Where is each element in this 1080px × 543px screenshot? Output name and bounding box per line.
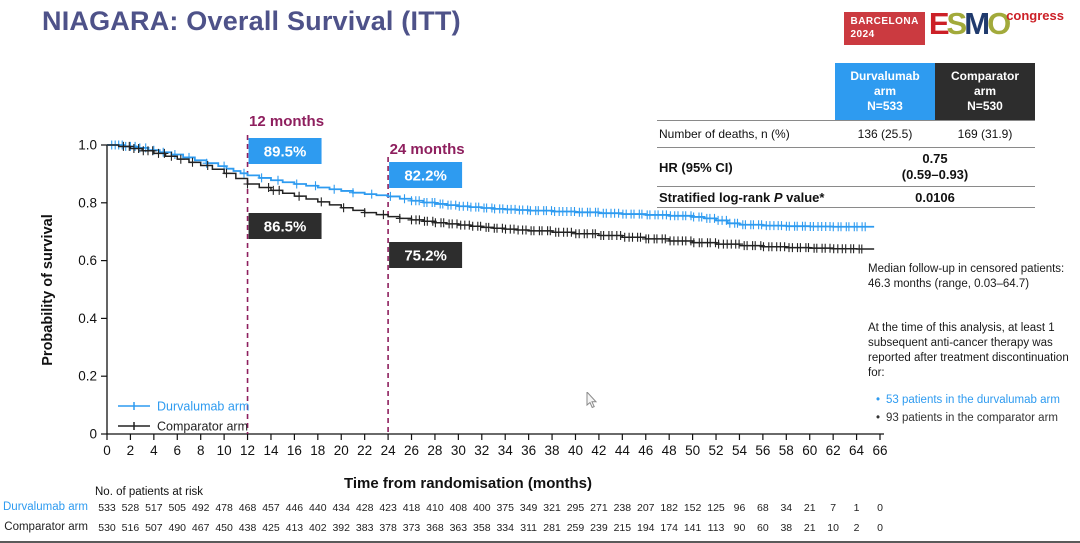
at-risk-value: 281 [543,522,561,534]
x-tick-label: 60 [802,443,818,458]
at-risk-value: 152 [683,502,702,514]
at-risk-value: 194 [636,522,655,534]
at-risk-value: 349 [519,502,538,514]
x-tick-label: 52 [708,443,724,458]
venue-city: BARCELONA [850,16,919,27]
x-tick-label: 58 [778,443,794,458]
x-tick-label: 24 [380,443,396,458]
deaths-comparator-value: 169 (31.9) [957,127,1013,141]
venue-year: 2024 [850,28,875,40]
pvalue-label-italic-p: P [773,189,783,205]
at-risk-value: 0 [877,522,883,534]
x-tick-label: 0 [103,443,111,458]
legend-marker [118,422,150,430]
y-tick-label: 0 [89,426,97,442]
at-risk-value: 517 [145,502,163,514]
pvalue-value: 0.0106 [915,190,955,205]
congress-label: congress [1006,8,1064,23]
at-risk-value: 21 [803,522,816,534]
y-tick-label: 1.0 [78,137,97,153]
notes-panel [868,262,1076,429]
hdr-durva-l3: N=533 [867,99,903,113]
row-hr [657,147,1035,186]
at-risk-value: 174 [660,522,678,534]
at-risk-value: 413 [285,522,304,534]
esmo-congress-logo [844,8,1064,45]
at-risk-value: 259 [566,522,585,534]
at-risk-value: 321 [543,502,561,514]
at-risk-value: 492 [191,502,210,514]
at-risk-value: 392 [332,522,350,534]
y-axis-title: Probability of survival [40,214,56,366]
at-risk-value: 239 [590,522,608,534]
bullet-dot-icon: • [876,412,881,425]
at-risk-value: 505 [168,502,187,514]
at-risk-value: 425 [262,522,280,534]
at-risk-value: 383 [355,522,374,534]
milestone-label: 24 months [389,141,465,158]
at-risk-value: 478 [215,502,233,514]
esmo-letter: S [946,6,965,41]
x-tick-label: 36 [521,443,537,458]
at-risk-value: 363 [449,522,468,534]
x-tick-label: 56 [755,443,771,458]
at-risk-value: 423 [379,502,397,514]
hdr-comp-l1: Comparator [950,69,1019,83]
hr-value-line2: (0.59–0.93) [901,167,969,183]
at-risk-value: 400 [473,502,491,514]
milestone-value: 75.2% [404,247,447,265]
at-risk-value: 68 [757,502,769,514]
at-risk-value: 1 [853,502,860,514]
at-risk-value: 7 [830,502,837,514]
at-risk-value: 408 [449,502,468,514]
median-followup-note: Median follow-up in censored patients: 46.3 months (range, 0.03–64.7) [868,263,1065,290]
legend-label: Comparator arm [157,419,248,434]
bullet-text: 53 patients in the durvalumab arm [886,394,1060,407]
hdr-durva-l2: arm [873,84,896,98]
at-risk-value: 0 [877,502,883,514]
x-tick-label: 8 [196,443,205,458]
milestone-value: 89.5% [263,143,307,161]
at-risk-value: 450 [215,522,233,534]
at-risk-value: 125 [707,502,725,514]
column-header-durvalumab [835,63,935,120]
milestone-label: 12 months [249,113,325,130]
at-risk-value: 215 [613,522,632,534]
at-risk-value: 90 [733,522,746,534]
hr-value [835,151,1035,184]
x-tick-label: 38 [544,443,560,458]
at-risk-value: 468 [238,502,257,514]
at-risk-value: 533 [98,502,116,514]
hdr-durva-l1: Durvalumab [850,69,920,83]
at-risk-value: 96 [733,502,746,514]
deaths-durvalumab-value: 136 (25.5) [857,127,913,141]
y-tick-label: 0.8 [78,195,97,211]
hr-value-line1: 0.75 [922,151,948,166]
row-deaths-label: Number of deaths, n (%) [659,127,790,141]
milestone-value: 86.5% [263,218,307,236]
x-tick-label: 42 [591,443,607,458]
at-risk-value: 238 [613,502,632,514]
subsequent-therapy-note: At the time of this analysis, at least 1 subsequent anti-cancer therapy was reported after treatment discontinuation for: [868,322,1069,379]
x-axis-title: Time from randomisation (months) [343,475,593,492]
at-risk-row-label: Comparator arm [4,521,88,533]
at-risk-value: 295 [566,502,585,514]
at-risk-value: 438 [238,522,257,534]
x-tick-label: 46 [638,443,654,458]
at-risk-value: 34 [780,502,793,514]
x-tick-label: 32 [474,443,490,458]
x-tick-label: 20 [333,443,349,458]
at-risk-value: 334 [496,522,514,534]
x-tick-label: 10 [216,443,232,458]
x-tick-label: 28 [427,443,443,458]
row-deaths [657,120,1035,147]
at-risk-value: 141 [683,522,702,534]
at-risk-value: 38 [780,522,793,534]
at-risk-value: 507 [145,522,163,534]
at-risk-value: 467 [191,522,210,534]
at-risk-value: 375 [496,502,514,514]
bullet-item [876,411,1076,426]
at-risk-value: 528 [121,502,140,514]
at-risk-value: 434 [332,502,350,514]
at-risk-value: 516 [121,522,140,534]
x-tick-label: 40 [567,443,584,458]
x-tick-label: 2 [126,443,135,458]
x-tick-label: 14 [263,443,279,458]
x-tick-label: 62 [825,443,841,458]
mouse-cursor [586,392,600,410]
at-risk-value: 402 [309,522,327,534]
at-risk-value: 428 [355,502,374,514]
row-pvalue-label [657,190,835,205]
x-tick-label: 66 [872,443,888,458]
at-risk-value: 311 [520,522,537,534]
at-risk-value: 368 [426,522,444,534]
x-tick-label: 6 [173,443,182,458]
x-tick-label: 54 [731,443,747,458]
at-risk-heading: No. of patients at risk [95,486,204,498]
at-risk-value: 418 [402,502,421,514]
x-tick-label: 16 [286,443,302,458]
esmo-wordmark [929,8,1008,39]
at-risk-value: 410 [426,502,444,514]
bullet-list [868,393,1076,425]
pvalue-label-post: value* [782,189,825,205]
at-risk-value: 490 [168,522,187,534]
hdr-comp-l3: N=530 [967,99,1003,113]
y-tick-label: 0.4 [78,310,97,326]
legend-marker [118,402,150,410]
at-risk-value: 457 [262,502,280,514]
x-tick-label: 44 [614,443,630,458]
at-risk-value: 446 [285,502,304,514]
x-tick-label: 64 [849,443,865,458]
x-tick-label: 18 [310,443,326,458]
x-tick-label: 12 [240,443,256,458]
column-header-comparator [935,63,1035,120]
row-pvalue [657,186,1035,208]
x-tick-label: 26 [403,443,420,458]
barcelona-2024-badge [844,12,924,45]
row-hr-label: HR (95% CI) [659,159,733,175]
x-tick-label: 30 [450,443,466,458]
hdr-comp-l2: arm [973,84,996,98]
y-tick-label: 0.2 [78,368,97,384]
at-risk-row-label: Durvalumab arm [3,501,88,513]
at-risk-value: 440 [309,502,327,514]
at-risk-value: 60 [757,522,769,534]
at-risk-value: 373 [402,522,421,534]
at-risk-value: 10 [827,522,839,534]
at-risk-value: 207 [636,502,655,514]
at-risk-value: 21 [803,502,816,514]
at-risk-value: 271 [590,502,608,514]
at-risk-value: 113 [707,522,725,534]
x-tick-label: 4 [150,443,158,458]
x-tick-label: 22 [357,443,373,458]
milestone-value: 82.2% [404,167,447,185]
at-risk-value: 358 [473,522,491,534]
x-tick-label: 50 [685,443,701,458]
page-title: NIAGARA: Overall Survival (ITT) [42,6,461,36]
legend-label: Durvalumab arm [157,399,250,414]
y-tick-label: 0.6 [78,253,97,269]
esmo-letter: M [964,6,988,41]
at-risk-value: 182 [660,502,678,514]
x-tick-label: 34 [497,443,513,458]
pvalue-label-pre: Stratified log-rank [659,189,774,205]
at-risk-value: 2 [853,522,860,534]
x-tick-label: 48 [661,443,677,458]
esmo-letter: E [928,6,947,41]
esmo-letter: O [987,6,1009,41]
at-risk-value: 530 [98,522,116,534]
bullet-item [876,393,1076,408]
bullet-dot-icon: • [876,394,881,407]
bullet-text: 93 patients in the comparator arm [886,412,1058,425]
at-risk-value: 378 [379,522,397,534]
